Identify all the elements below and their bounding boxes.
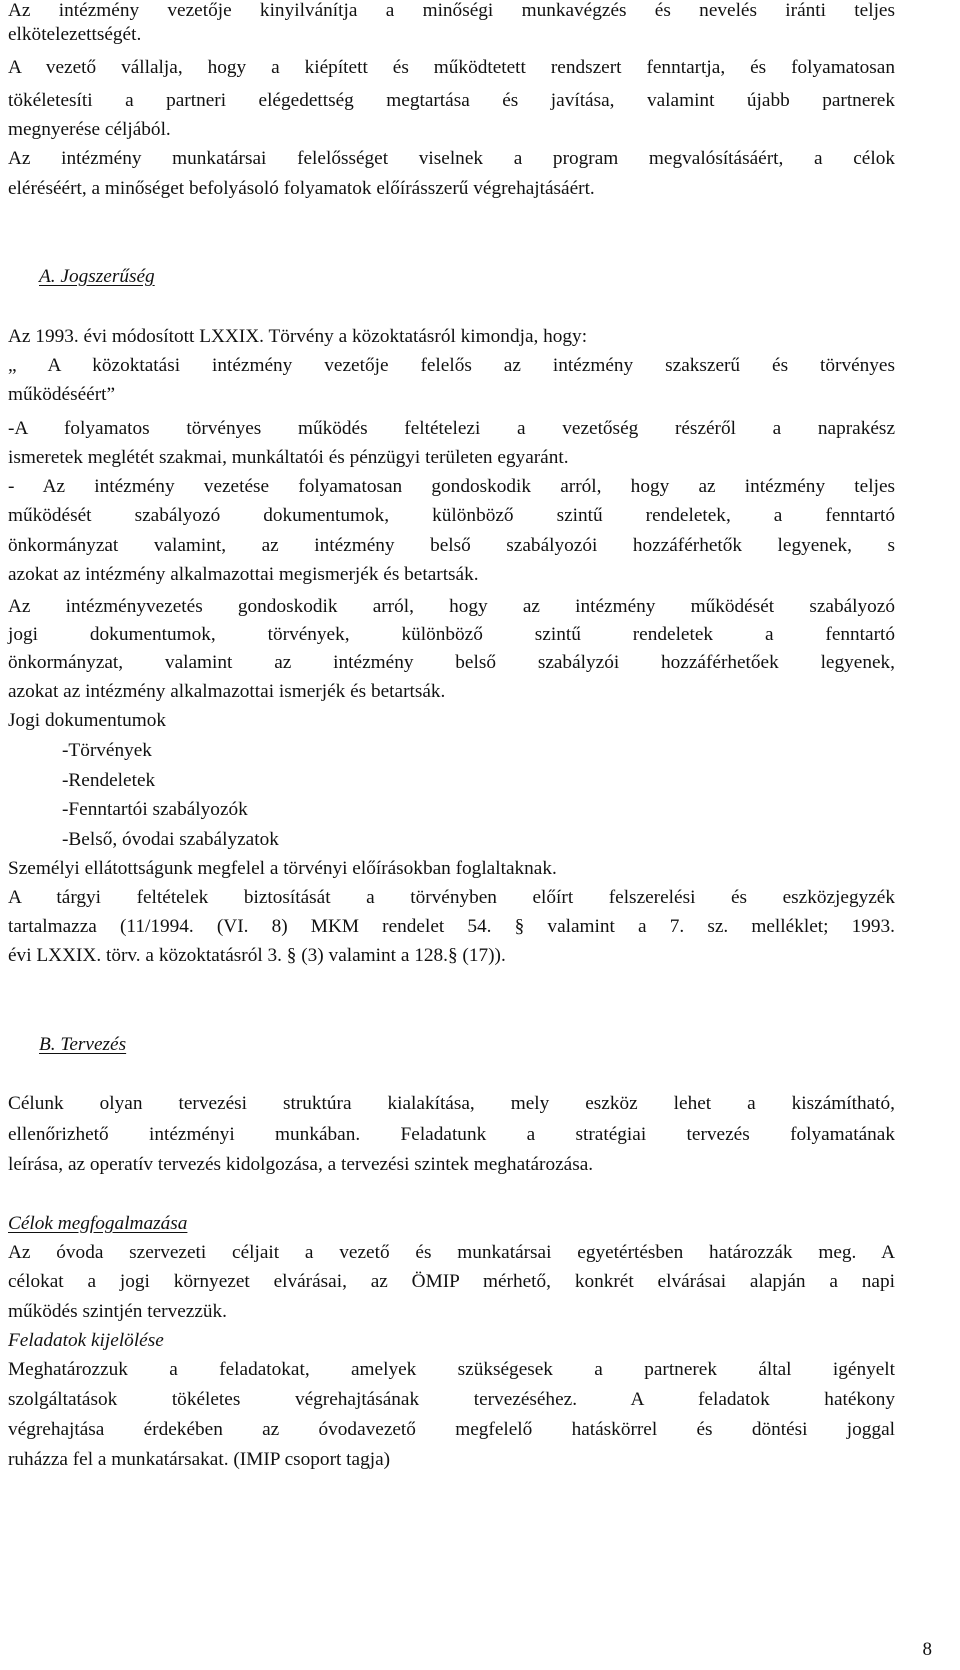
list-item: -Belső, óvodai szabályzatok [62,829,279,850]
paragraph-line: A tárgyi feltételek biztosítását a törvényben előírt felszerelési és eszközjegyzék [8,887,895,908]
quote-line: „ A közoktatási intézmény vezetője felelős az intézmény szakszerű és törvényes [8,355,895,376]
paragraph-line: tartalmazza (11/1994. (VI. 8) MKM rendelet 54. § valamint a 7. sz. melléklet; 1993. [8,916,895,937]
paragraph-line: Az 1993. évi módosított LXXIX. Törvény a közoktatásról kimondja, hogy: [8,326,588,347]
section-heading-a: A. Jogszerűség [39,266,155,287]
list-item: -Rendeletek [62,770,156,791]
section-heading-b: B. Tervezés [39,1034,127,1055]
paragraph-line: működését szabályozó dokumentumok, különböző szintű rendeletek, a fenntartó [8,505,895,526]
page-number: 8 [922,1639,932,1660]
paragraph-line: leírása, az operatív tervezés kidolgozása, a tervezési szintek meghatározása. [8,1154,594,1175]
paragraph-line: ruházza fel a munkatársakat. (IMIP csoport tagja) [8,1449,391,1470]
quote-line: működéséért” [8,384,116,405]
paragraph-line: Az intézmény vezetője kinyilvánítja a minőségi munkavégzés és nevelés iránti teljes [8,0,895,21]
list-heading: Jogi dokumentumok [8,710,166,731]
paragraph-line: Meghatározzuk a feladatokat, amelyek szükségesek a partnerek által igényelt [8,1359,895,1380]
paragraph-line: végrehajtása érdekében az óvodavezető megfelelő hatáskörrel és döntési joggal [8,1419,895,1440]
paragraph-line: Az intézmény munkatársai felelősséget viselnek a program megvalósításáért, a célok [8,148,895,169]
paragraph-line: ismeretek meglétét szakmai, munkáltatói és pénzügyi területen egyaránt. [8,447,569,468]
paragraph-line: Célunk olyan tervezési struktúra kialakítása, mely eszköz lehet a kiszámítható, [8,1093,895,1114]
paragraph-line: szolgáltatások tökéletes végrehajtásának tervezéséhez. A feladatok hatékony [8,1389,895,1410]
paragraph-line: jogi dokumentumok, törvények, különböző szintű rendeletek a fenntartó [8,624,895,645]
paragraph-line: elkötelezettségét. [8,24,142,45]
subheading-feladatok: Feladatok kijelölése [8,1330,164,1351]
list-item: -Törvények [62,740,152,761]
paragraph-line: tökéletesíti a partneri elégedettség megtartása és javítása, valamint újabb partnerek [8,90,895,111]
paragraph-line: azokat az intézmény alkalmazottai ismerjék és betartsák. [8,681,446,702]
paragraph-line: működés szintjén tervezzük. [8,1301,227,1322]
paragraph-line: önkormányzat valamint, az intézmény belső szabályozói hozzáférhetők legyenek, s [8,535,895,556]
subheading-celok: Célok megfogalmazása [8,1213,188,1234]
paragraph-line: -A folyamatos törvényes működés feltételezi a vezetőség részéről a naprakész [8,418,895,439]
paragraph-line: azokat az intézmény alkalmazottai megismerjék és betartsák. [8,564,479,585]
paragraph-line: eléréséért, a minőséget befolyásoló folyamatok előírásszerű végrehajtásáért. [8,178,595,199]
paragraph-line: - Az intézmény vezetése folyamatosan gondoskodik arról, hogy az intézmény teljes [8,476,895,497]
paragraph-line: Személyi ellátottságunk megfelel a törvényi előírásokban foglaltaknak. [8,858,557,879]
paragraph-line: Az intézményvezetés gondoskodik arról, hogy az intézmény működését szabályozó [8,596,895,617]
paragraph-line: Az óvoda szervezeti céljait a vezető és munkatársai egyetértésben határozzák meg. A [8,1242,895,1263]
paragraph-line: évi LXXIX. törv. a közoktatásról 3. § (3) valamint a 128.§ (17)). [8,945,506,966]
paragraph-line: megnyerése céljából. [8,119,171,140]
paragraph-line: önkormányzat, valamint az intézmény belső szabályzói hozzáférhetőek legyenek, [8,652,895,673]
paragraph-line: célokat a jogi környezet elvárásai, az ÖMIP mérhető, konkrét elvárásai alapján a napi [8,1271,895,1292]
paragraph-line: ellenőrizhető intézményi munkában. Feladatunk a stratégiai tervezés folyamatának [8,1124,895,1145]
list-item: -Fenntartói szabályozók [62,799,248,820]
paragraph-line: A vezető vállalja, hogy a kiépített és működtetett rendszert fenntartja, és folyamatosan [8,57,895,78]
